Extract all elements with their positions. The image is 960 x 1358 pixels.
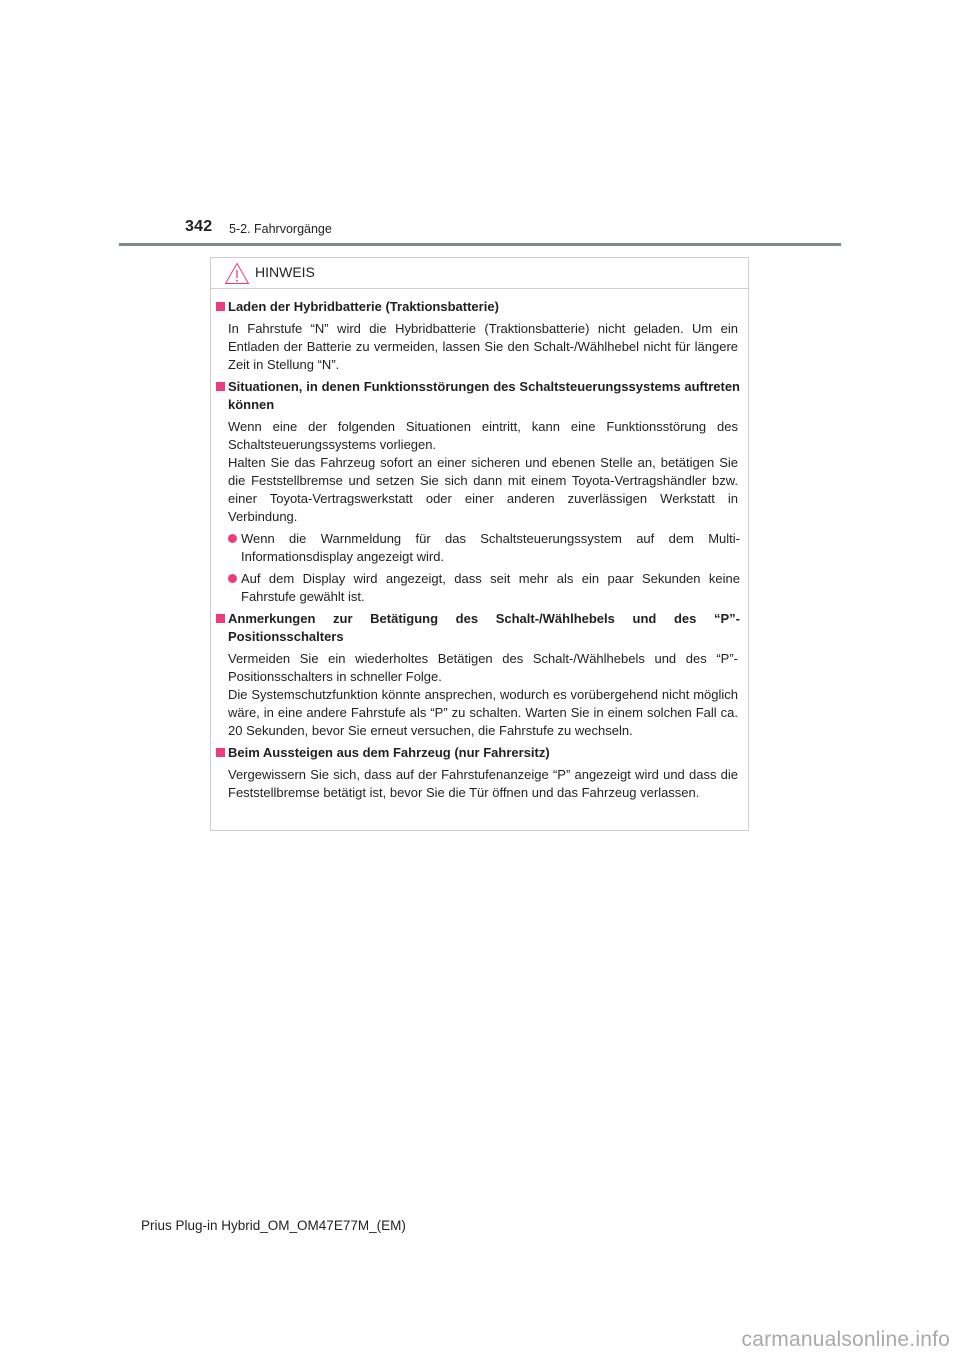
header-divider xyxy=(119,243,841,246)
item-paragraph-line: Die Systemschutzfunktion könnte ansprechen, wodurch es vorübergehend nicht möglich wäre, in eine andere Fahrstufe als “P” zu schalten. Warten Sie in einem solchen Fall ca. 20 Sekunden, bevor Sie erneut versuchen, die Fahrstufe zu wechseln. xyxy=(228,687,738,738)
item-heading xyxy=(211,378,748,414)
item-paragraph xyxy=(211,650,748,740)
warning-triangle-icon xyxy=(224,262,250,285)
square-bullet-icon xyxy=(216,302,225,311)
notice-item xyxy=(211,298,748,374)
notice-body xyxy=(211,298,748,806)
notice-item xyxy=(211,610,748,740)
item-paragraph-line: Vermeiden Sie ein wiederholtes Betätigen des Schalt-/Wählhebels und des “P”-Positionsschalters in schneller Folge. xyxy=(228,651,738,684)
list-item xyxy=(211,570,748,606)
watermark-link[interactable]: carmanualsonline.info xyxy=(741,1328,950,1351)
list-item-text: Wenn die Warnmeldung für das Schaltsteuerungssystem auf dem Multi-Informationsdisplay angezeigt wird. xyxy=(241,531,740,564)
notice-item xyxy=(211,744,748,802)
square-bullet-icon xyxy=(216,748,225,757)
notice-box xyxy=(210,257,749,831)
square-bullet-icon xyxy=(216,614,225,623)
square-bullet-icon xyxy=(216,382,225,391)
page-number: 342 xyxy=(185,218,213,235)
item-heading-text: Anmerkungen zur Betätigung des Schalt-/Wählhebels und des “P”-Positionsschalters xyxy=(228,611,740,644)
notice-item xyxy=(211,378,748,606)
notice-title: HINWEIS xyxy=(255,264,315,280)
item-heading-text: Beim Aussteigen aus dem Fahrzeug (nur Fahrersitz) xyxy=(228,745,550,760)
item-heading xyxy=(211,744,748,762)
list-item-text: Auf dem Display wird angezeigt, dass seit mehr als ein paar Sekunden keine Fahrstufe gewählt ist. xyxy=(241,571,740,604)
item-heading-text: Situationen, in denen Funktionsstörungen des Schaltsteuerungssystems auftreten können xyxy=(228,379,740,412)
item-heading-text: Laden der Hybridbatterie (Traktionsbatterie) xyxy=(228,299,499,314)
round-bullet-icon xyxy=(228,534,237,543)
item-paragraph xyxy=(211,418,748,526)
footer-model-code: Prius Plug-in Hybrid_OM_OM47E77M_(EM) xyxy=(141,1218,406,1233)
item-paragraph: In Fahrstufe “N” wird die Hybridbatterie (Traktionsbatterie) nicht geladen. Um ein Entladen der Batterie zu vermeiden, lassen Sie den Schalt-/Wählhebel nicht für längere Zeit in Stellung “N”. xyxy=(228,321,738,372)
item-paragraph: Vergewissern Sie sich, dass auf der Fahrstufenanzeige “P” angezeigt wird und dass die Feststellbremse betätigt ist, bevor Sie die Tür öffnen und das Fahrzeug verlassen. xyxy=(228,767,738,800)
round-bullet-icon xyxy=(228,574,237,583)
item-heading xyxy=(211,298,748,316)
section-title: 5-2. Fahrvorgänge xyxy=(229,222,332,236)
item-paragraph-line: Halten Sie das Fahrzeug sofort an einer sicheren und ebenen Stelle an, betätigen Sie die Feststellbremse und setzen Sie sich dann mit einem Toyota-Vertragshändler bzw. einer Toyota-Vertragswerkstatt oder einer anderen zuverlässigen Werkstatt in Verbindung. xyxy=(228,455,738,524)
item-heading xyxy=(211,610,748,646)
item-paragraph-line: Wenn eine der folgenden Situationen eintritt, kann eine Funktionsstörung des Schaltsteuerungssystems vorliegen. xyxy=(228,419,738,452)
notice-header xyxy=(211,258,748,289)
list-item xyxy=(211,530,748,566)
